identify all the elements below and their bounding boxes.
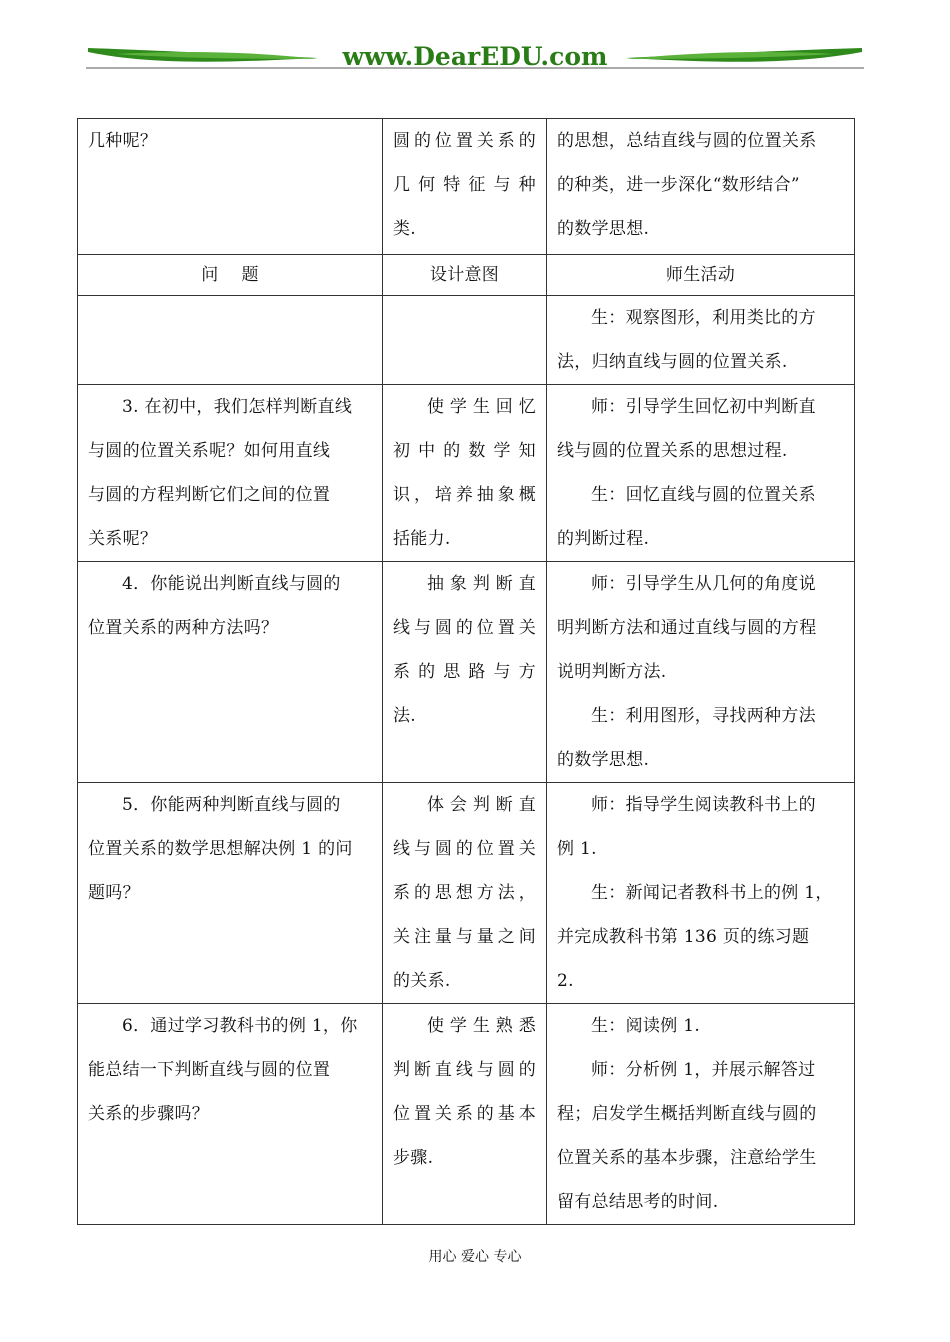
activity-cell <box>547 1004 855 1225</box>
intent-cell <box>383 783 547 1004</box>
intent-cell <box>383 296 547 385</box>
cell-line: 的关系. <box>393 971 451 991</box>
cell-line: 的思想，总结直线与圆的位置关系 <box>557 131 817 151</box>
site-header <box>86 36 864 72</box>
question-cell <box>78 562 383 783</box>
cell-line: 程；启发学生概括判断直线与圆的 <box>557 1104 817 1124</box>
cell-line: 生：新闻记者教科书上的例 1， <box>591 883 833 903</box>
table-row <box>78 562 855 783</box>
cell-line: 生：回忆直线与圆的位置关系 <box>591 485 816 505</box>
logo-text: www.DearEDU.com <box>342 42 608 71</box>
cell-line: 识，培养抽象概 <box>393 485 536 505</box>
table-row <box>78 783 855 1004</box>
cell-line: 说明判断方法. <box>557 662 667 682</box>
column-header: 师生活动 <box>547 255 855 296</box>
cell-line: 的种类，进一步深化“数形结合” <box>557 175 800 195</box>
cell-line: 能总结一下判断直线与圆的位置 <box>88 1060 331 1080</box>
cell-line: 留有总结思考的时间. <box>557 1192 719 1212</box>
cell-line: 几种呢？ <box>88 131 158 151</box>
activity-cell <box>547 296 855 385</box>
activity-cell <box>547 119 855 255</box>
table-row <box>78 1004 855 1225</box>
cell-line: 与圆的位置关系呢？如何用直线 <box>88 441 331 461</box>
cell-line: 类. <box>393 219 417 239</box>
cell-line: 例 1. <box>557 839 597 859</box>
cell-line: 系的思路与方 <box>393 662 536 682</box>
question-cell <box>78 783 383 1004</box>
cell-line: 4．你能说出判断直线与圆的 <box>122 574 341 594</box>
question-cell <box>78 385 383 562</box>
cell-line: 6．通过学习教科书的例 1，你 <box>122 1016 358 1036</box>
cell-line: 的判断过程. <box>557 529 650 549</box>
cell-line: 体会判断直 <box>427 795 536 815</box>
intent-cell <box>383 385 547 562</box>
activity-cell <box>547 562 855 783</box>
cell-line: 3. 在初中，我们怎样判断直线 <box>122 397 353 417</box>
question-cell <box>78 1004 383 1225</box>
cell-line: 师：引导学生从几何的角度说 <box>591 574 816 594</box>
cell-line: 圆的位置关系的 <box>393 131 536 151</box>
cell-line: 关注量与量之间 <box>393 927 536 947</box>
cell-line: 位置关系的两种方法吗？ <box>88 618 279 638</box>
cell-line: 线与圆的位置关系的思想过程. <box>557 441 788 461</box>
cell-line: 位置关系的基本 <box>393 1104 536 1124</box>
cell-line: 师：引导学生回忆初中判断直 <box>591 397 816 417</box>
page-footer: 用心 爱心 专心 <box>428 1249 522 1265</box>
cell-line: 师：分析例 1，并展示解答过 <box>591 1060 816 1080</box>
cell-line: 几何特征与种 <box>393 175 536 195</box>
intent-cell <box>383 1004 547 1225</box>
cell-line: 线与圆的位置关 <box>393 839 536 859</box>
cell-line: 使学生熟悉 <box>427 1016 536 1036</box>
cell-line: 初中的数学知 <box>393 441 536 461</box>
cell-line: 的数学思想. <box>557 750 650 770</box>
question-cell <box>78 119 383 255</box>
cell-line: 的数学思想. <box>557 219 650 239</box>
cell-line: 括能力. <box>393 529 451 549</box>
question-cell <box>78 296 383 385</box>
intent-cell <box>383 562 547 783</box>
cell-line: 使学生回忆 <box>427 397 536 417</box>
cell-line: 线与圆的位置关 <box>393 618 536 638</box>
dearedu-logo <box>86 36 864 72</box>
column-header: 设计意图 <box>383 255 547 296</box>
cell-line: 关系呢？ <box>88 529 158 549</box>
table-row <box>78 296 855 385</box>
activity-cell <box>547 783 855 1004</box>
cell-line: 题吗？ <box>88 883 140 903</box>
cell-line: 法，归纳直线与圆的位置关系. <box>557 352 788 372</box>
cell-line: 步骤. <box>393 1148 434 1168</box>
cell-line: 生：利用图形，寻找两种方法 <box>591 706 816 726</box>
table-row <box>78 119 855 255</box>
cell-line: 5．你能两种判断直线与圆的 <box>122 795 341 815</box>
cell-line: 生：阅读例 1. <box>591 1016 701 1036</box>
cell-line: 抽象判断直 <box>427 574 536 594</box>
cell-line: 法. <box>393 706 417 726</box>
column-header: 问 题 <box>78 255 383 296</box>
cell-line: 系的思想方法， <box>393 883 536 903</box>
cell-line: 关系的步骤吗？ <box>88 1104 210 1124</box>
intent-cell <box>383 119 547 255</box>
activity-cell <box>547 385 855 562</box>
table-header-row <box>78 255 855 296</box>
lesson-plan-table <box>77 118 855 1225</box>
cell-line: 判断直线与圆的 <box>393 1060 536 1080</box>
cell-line: 位置关系的数学思想解决例 1 的问 <box>88 839 353 859</box>
cell-line: 与圆的方程判断它们之间的位置 <box>88 485 331 505</box>
cell-line: 2. <box>557 971 574 991</box>
cell-line: 位置关系的基本步骤，注意给学生 <box>557 1148 817 1168</box>
cell-line: 师：指导学生阅读教科书上的 <box>591 795 816 815</box>
cell-line: 生：观察图形，利用类比的方 <box>591 308 816 328</box>
table-row <box>78 385 855 562</box>
cell-line: 并完成教科书第 136 页的练习题 <box>557 927 810 947</box>
cell-line: 明判断方法和通过直线与圆的方程 <box>557 618 817 638</box>
